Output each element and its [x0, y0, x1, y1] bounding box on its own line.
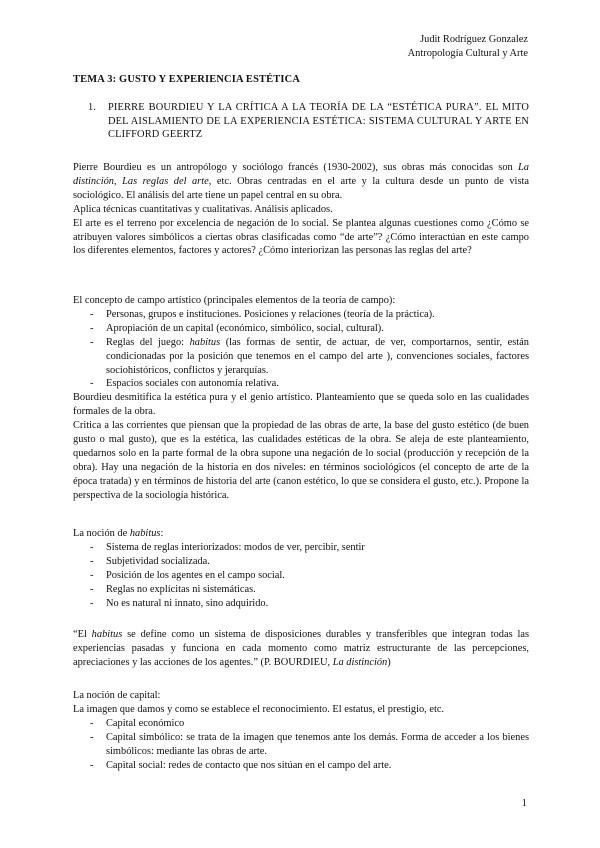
list-item-text: Reglas no explícitas ni sistemáticas. [106, 583, 256, 595]
list-item-text: Posición de los agentes en el campo social. [106, 569, 285, 581]
document-title: TEMA 3: GUSTO Y EXPERIENCIA ESTÉTICA [73, 74, 301, 85]
list-item [73, 759, 529, 773]
list-item-italic: habitus [189, 336, 221, 348]
capital-block [73, 689, 529, 772]
quote-italic-1: habitus [91, 629, 123, 640]
intro-p1-sep: , [113, 175, 123, 187]
header-subject: Antropología Cultural y Arte [407, 48, 528, 59]
list-item-text-end: (las formas de sentir, de actuar, de ver, comportarnos, sentir, están condicionadas por la posición que tenemos en el campo del arte ), convenciones sociales, factores sociohistóricos, conflictos y jerarquías. [106, 336, 529, 376]
capital-paragraph: La imagen que damos y como se establece el reconocimiento. El estatus, el prestigio, etc. [73, 703, 445, 715]
list-item [73, 336, 529, 378]
list-item [73, 555, 529, 569]
list-item-text: Apropiación de un capital (económico, simbólico, social, cultural). [106, 322, 384, 334]
intro-paragraph-1 [73, 161, 529, 203]
campo-paragraph-2: Critica a las corrientes que piensan que la propiedad de las obras de arte, la base del gusto estético (de buen gusto o mal gusto), que es la estética, las cualidades estéticas de la obra. Se aleja de este planteamiento, quedarnos solo en la parte formal de la obra supone una negación de lo social (producción y recepción de la obra). Hay una negación de la historia en dos niveles: en términos sociológicos (el concepto de arte de la época tratada) y en términos de historia del arte (canon estético, lo que se considera el gusto, etc.). Propone la perspectiva de la sociología histórica. [73, 420, 529, 501]
campo-block [73, 294, 529, 503]
intro-block [73, 161, 529, 258]
list-dash: - [90, 336, 94, 348]
intro-paragraph-2: Aplica técnicas cuantitativas y cualitativas. Análisis aplicados. [73, 203, 333, 215]
list-dash: - [90, 759, 94, 771]
list-item-text: Capital económico [106, 717, 185, 729]
list-dash: - [90, 555, 94, 567]
habitus-intro-italic: habitus [129, 528, 161, 539]
list-dash: - [90, 717, 94, 729]
quote-close: ) [387, 656, 391, 668]
list-dash: - [90, 569, 94, 581]
list-item [73, 308, 529, 322]
campo-paragraph-1: Bourdieu desmitifica la estética pura y el genio artístico. Planteamiento que se queda solo en las cualidades formales de la obra. [73, 392, 529, 418]
list-item [73, 731, 529, 759]
page-number: 1 [521, 798, 527, 809]
header-author: Judit Rodríguez Gonzalez [420, 34, 528, 45]
quote-body: se define como un sistema de disposiciones durables y transferibles que integran todas las experiencias pasadas y funciona en cada momento como matriz estructurante de las percepciones, apreciaciones y las acciones de los agentes.” (P. BOURDIEU, [73, 629, 529, 668]
page-header [408, 33, 528, 61]
list-dash: - [90, 378, 94, 390]
list-item-text: Reglas del juego: [106, 336, 190, 348]
intro-p1-italic-2: Las reglas del arte [122, 175, 209, 187]
list-item [73, 377, 529, 391]
section-number: 1. [88, 102, 96, 113]
campo-list [73, 308, 529, 391]
list-item [73, 583, 529, 597]
list-item-text: Subjetividad socializada. [106, 555, 210, 567]
quote-open: “El [73, 629, 92, 640]
campo-intro: El concepto de campo artístico (principales elementos de la teoría de campo): [73, 295, 396, 306]
list-item [73, 717, 529, 731]
list-item [73, 541, 529, 555]
list-dash: - [90, 731, 94, 743]
list-dash: - [90, 322, 94, 334]
capital-intro: La noción de capital: [73, 690, 161, 701]
list-item [73, 322, 529, 336]
intro-paragraph-3: El arte es el terreno por excelencia de negación de lo social. Se plantea algunas cuestiones como ¿Cómo se atribuyen valores simbólicos a ciertas obras clasificadas como “de arte”? ¿Cómo interactúan en este campo los diferentes elementos, factores y actores? ¿Cómo interiorizan las personas las reglas del arte? [73, 217, 529, 257]
intro-p1-italic-1: La distinción [73, 162, 529, 187]
list-dash: - [90, 597, 94, 609]
list-item-text: Personas, grupos e instituciones. Posiciones y relaciones (teoría de la práctica). [106, 308, 435, 320]
quote-italic-2: La distinción [332, 656, 388, 668]
intro-p1-text-end: , etc. Obras centradas en el arte y la cultura desde un punto de vista sociológico. El análisis del arte tiene un papel central en su obra. [73, 175, 529, 201]
habitus-intro [73, 527, 529, 541]
list-item-text: Capital simbólico: se trata de la imagen que tenemos ante los demás. Forma de acceder a los bienes simbólicos: mediante las obras de arte. [106, 731, 529, 757]
intro-p1-text: Pierre Bourdieu es un antropólogo y sociólogo francés (1930-2002), sus obras más conocidas son [73, 162, 519, 173]
list-dash: - [90, 541, 94, 553]
list-dash: - [90, 583, 94, 595]
habitus-quote [73, 628, 529, 670]
list-item-text: Sistema de reglas interiorizados: modos de ver, percibir, sentir [106, 541, 365, 553]
list-item-text: Espacios sociales con autonomía relativa. [106, 378, 279, 390]
habitus-block [73, 527, 529, 610]
list-item-text: Capital social: redes de contacto que nos sitúan en el campo del arte. [106, 759, 392, 771]
list-dash: - [90, 308, 94, 320]
list-item [73, 597, 529, 611]
habitus-list [73, 541, 529, 611]
habitus-intro-text: La noción de [73, 528, 130, 539]
quote-block [73, 628, 529, 670]
habitus-intro-colon: : [160, 528, 164, 539]
capital-list [73, 717, 529, 773]
section-heading-text: PIERRE BOURDIEU Y LA CRÍTICA A LA TEORÍA DE LA “ESTÉTICA PURA”. EL MITO DEL AISLAMIENTO DE LA EXPERIENCIA ESTÉTICA: SISTEMA CULTURAL Y ARTE EN CLIFFORD GEERTZ [108, 102, 529, 140]
section-heading [88, 101, 529, 142]
list-item-text: No es natural ni innato, sino adquirido. [106, 597, 269, 609]
list-item [73, 569, 529, 583]
